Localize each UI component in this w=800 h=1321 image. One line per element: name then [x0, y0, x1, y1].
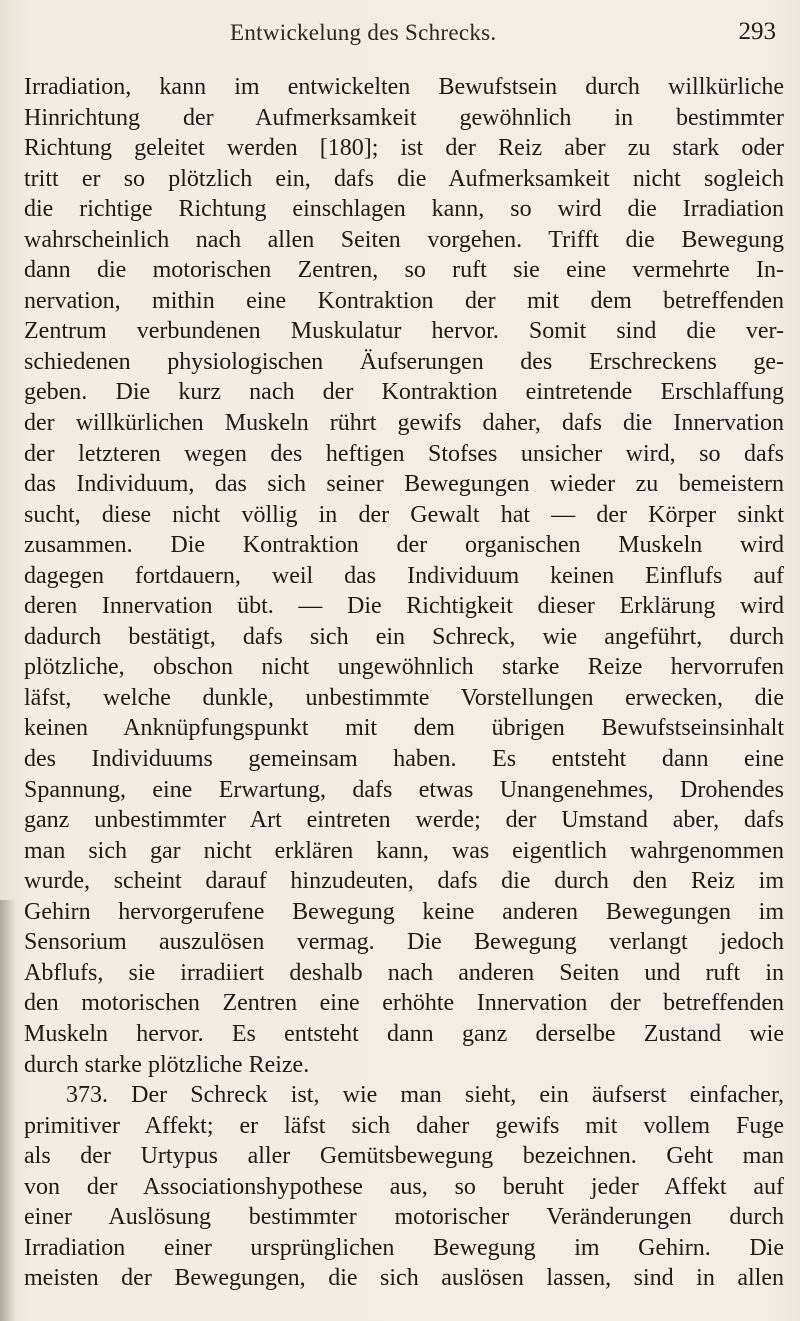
text-line: Sensorium auszulösen vermag. Die Bewegung verlangt jedoch: [24, 929, 784, 956]
text-line: den motorischen Zentren eine erhöhte Innervation der betreffenden: [24, 990, 784, 1017]
text-line: der letzteren wegen des heftigen Stofses unsicher wird, so dafs: [24, 440, 784, 467]
binding-shadow: [0, 900, 16, 1321]
text-line: einer Auslösung bestimmter motorischer Veränderungen durch: [24, 1204, 784, 1231]
text-line: von der Associationshypothese aus, so beruht jeder Affekt auf: [24, 1173, 784, 1200]
text-line: plötzliche, obschon nicht ungewöhnlich starke Reize hervorrufen: [24, 654, 784, 681]
text-line: des Individuums gemeinsam haben. Es entsteht dann eine: [24, 746, 784, 773]
text-line: dann die motorischen Zentren, so ruft sie eine vermehrte In-: [24, 257, 784, 284]
text-line: nervation, mithin eine Kontraktion der mit dem betreffenden: [24, 287, 784, 314]
page-header: [0, 14, 800, 54]
text-line: Irradiation einer ursprünglichen Bewegung im Gehirn. Die: [24, 1234, 784, 1261]
text-line: tritt er so plötzlich ein, dafs die Aufmerksamkeit nicht sogleich: [24, 165, 784, 192]
text-line: läfst, welche dunkle, unbestimmte Vorstellungen erwecken, die: [24, 684, 784, 711]
text-line: als der Urtypus aller Gemütsbewegung bezeichnen. Geht man: [24, 1143, 784, 1170]
text-line: meisten der Bewegungen, die sich auslösen lassen, sind in allen: [24, 1265, 784, 1292]
text-line: man sich gar nicht erklären kann, was eigentlich wahrgenommen: [24, 837, 784, 864]
text-line: wahrscheinlich nach allen Seiten vorgehen. Trifft die Bewegung: [24, 226, 784, 253]
body-text: [24, 72, 784, 1294]
text-line: die richtige Richtung einschlagen kann, so wird die Irradiation: [24, 196, 784, 223]
paragraph-end-line: durch starke plötzliche Reize.: [24, 1051, 310, 1078]
text-line: primitiver Affekt; er läfst sich daher gewifs mit vollem Fuge: [24, 1112, 784, 1139]
text-line: Muskeln hervor. Es entsteht dann ganz derselbe Zustand wie: [24, 1020, 784, 1047]
text-line: geben. Die kurz nach der Kontraktion eintretende Erschlaffung: [24, 379, 784, 406]
text-line: Irradiation, kann im entwickelten Bewufstsein durch willkürliche: [24, 74, 784, 100]
text-line: Abflufs, sie irradiiert deshalb nach anderen Seiten und ruft in: [24, 959, 784, 986]
text-line: ganz unbestimmter Art eintreten werde; der Umstand aber, dafs: [24, 807, 784, 834]
text-line: Spannung, eine Erwartung, dafs etwas Unangenehmes, Drohendes: [24, 776, 784, 803]
text-line: Hinrichtung der Aufmerksamkeit gewöhnlich in bestimmter: [24, 104, 784, 131]
text-line: Zentrum verbundenen Muskulatur hervor. Somit sind die ver-: [24, 318, 784, 345]
text-line: schiedenen physiologischen Äufserungen des Erschreckens ge-: [24, 348, 784, 375]
text-line: dagegen fortdauern, weil das Individuum keinen Einflufs auf: [24, 562, 784, 589]
text-line: der willkürlichen Muskeln rührt gewifs daher, dafs die Innervation: [24, 410, 784, 437]
text-line: sucht, diese nicht völlig in der Gewalt hat — der Körper sinkt: [24, 501, 784, 528]
text-line: deren Innervation übt. — Die Richtigkeit dieser Erklärung wird: [24, 593, 784, 620]
paragraph-start-line: 373. Der Schreck ist, wie man sieht, ein äufserst einfacher,: [66, 1082, 784, 1109]
text-line: wurde, scheint darauf hinzudeuten, dafs die durch den Reiz im: [24, 868, 784, 895]
text-line: zusammen. Die Kontraktion der organischen Muskeln wird: [24, 532, 784, 559]
running-head: Entwickelung des Schrecks.: [230, 20, 497, 45]
page-number: 293: [738, 18, 776, 45]
text-line: das Individuum, das sich seiner Bewegungen wieder zu bemeistern: [24, 471, 784, 498]
text-line: dadurch bestätigt, dafs sich ein Schreck, wie angeführt, durch: [24, 623, 784, 650]
text-line: Richtung geleitet werden [180]; ist der Reiz aber zu stark oder: [24, 135, 784, 162]
text-line: Gehirn hervorgerufene Bewegung keine anderen Bewegungen im: [24, 898, 784, 925]
text-line: keinen Anknüpfungspunkt mit dem übrigen Bewufstseinsinhalt: [24, 715, 784, 742]
